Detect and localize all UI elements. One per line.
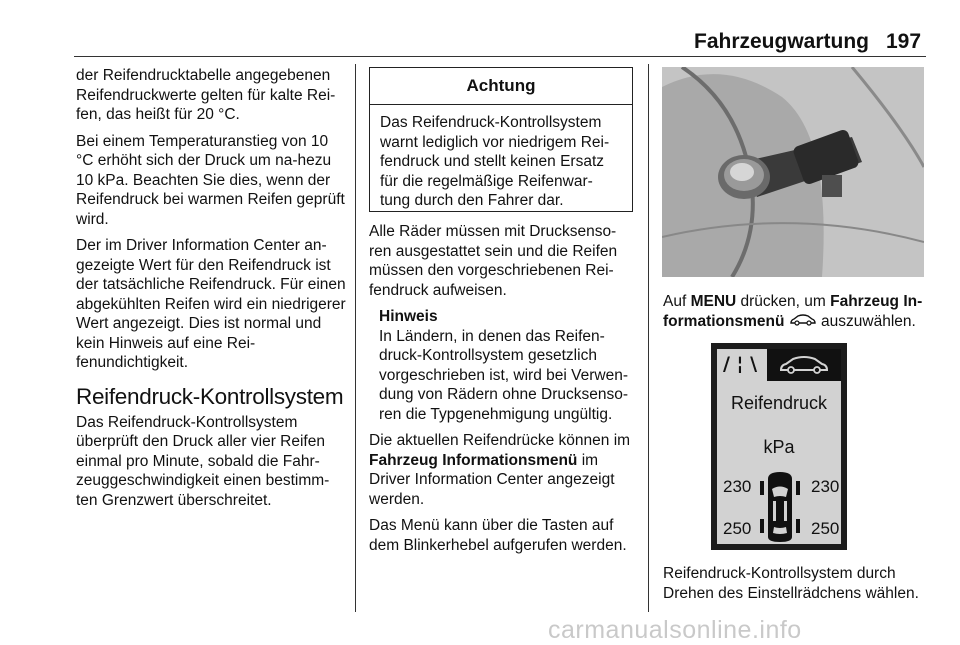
display-title: Reifendruck [730,393,828,413]
paragraph: Alle Räder müssen mit Drucksenso-ren ausgestattet sein und die Reifen müssen den vorgeschriebenen Rei-fendruck aufweisen. [369,223,618,299]
display-tab-bar [717,349,841,381]
paragraph: Bei einem Temperaturanstieg von 10 °C erhöht sich der Druck um na-hezu 10 kPa. Beachten Sie dies, wenn der Reifendruck bei warmen Reifen geprüft wird. [76,132,345,228]
paragraph: Die aktuellen Reifendrücke können im Fahrzeug Informationsmenü im Driver Information Center angezeigt werden. [369,432,631,508]
column-3 [663,292,929,338]
turn-signal-lever-photo [662,67,924,277]
display-nav-symbols: / ¦ \ [723,353,758,375]
figure-caption-2: Reifendruck-Kontrollsystem durch Drehen des Einstellrädchens wählen. [663,565,919,602]
watermark: carmanualsonline.info [548,616,802,644]
hint-title: Hinweis [379,308,438,325]
paragraph: Das Reifendruck-Kontrollsystem überprüft den Druck aller vier Reifen einmal pro Minute, sobald die Fahr-zeuggeschwindigkeit einen bestimm-ten Grenzwert überschreitet. [76,413,330,509]
column-1 [76,66,348,517]
display-car-tab [767,349,841,381]
paragraph: Das Menü kann über die Tasten auf dem Blinkerhebel aufgerufen werden. [369,517,627,554]
page-header-title: Fahrzeugwartung [694,30,870,53]
figure-caption-1: Auf MENU drücken, um Fahrzeug In-formationsmenü auszuwählen. [663,293,923,330]
tire-rear-left-value: 250 [723,519,752,538]
tire-front-left-value: 230 [723,477,752,496]
car-icon [789,312,817,332]
warning-text: Das Reifendruck-Kontrollsystem warnt lediglich vor niedrigem Rei-fendruck und stellt keinen Ersatz für die regelmäßige Reifenwar-tung durch den Fahrer dar. [380,114,610,209]
column-divider-1 [355,64,356,612]
menu-name: Fahrzeug In-formationsmenü [663,293,923,330]
hint-block [369,307,635,424]
display-unit: kPa [763,437,795,457]
hint-text: In Ländern, in denen das Reifen-druck-Kontrollsystem gesetzlich vorgeschrieben ist, wird bei Verwen-dung von Rädern ohne Drucksenso-ren die Typgenehmigung ungültig. [379,327,629,423]
figure-caption-2-wrap [663,564,929,610]
menu-name: Fahrzeug Informationsmenü [369,451,578,469]
warning-box [369,67,633,212]
tire-pressure-display [711,343,847,550]
warning-title: Achtung [370,68,632,105]
section-heading: Reifendruck-Kontrollsystem [76,383,344,409]
column-divider-2 [648,64,649,612]
page-number: 197 [886,30,922,53]
header-divider [74,56,926,57]
tire-front-right-value: 230 [811,477,840,496]
tire-rear-right-value: 250 [811,519,840,538]
paragraph: der Reifendrucktabelle angegebenen Reifendruckwerte gelten für kalte Rei-fen, das heißt für 20 °C. [76,67,336,123]
menu-button-label: MENU [690,293,737,310]
car-icon [767,349,841,381]
paragraph: Der im Driver Information Center an-gezeigte Wert für den Reifendruck ist der tatsächliche Reifendruck. Für einen abgekühlten Reifen wird ein niedrigerer Wert angezeigt. Dies ist normal und kein Hinweis auf eine Rei-fenundichtigkeit. [76,237,346,371]
column-2 [369,222,635,562]
car-top-view-icon [759,471,801,543]
